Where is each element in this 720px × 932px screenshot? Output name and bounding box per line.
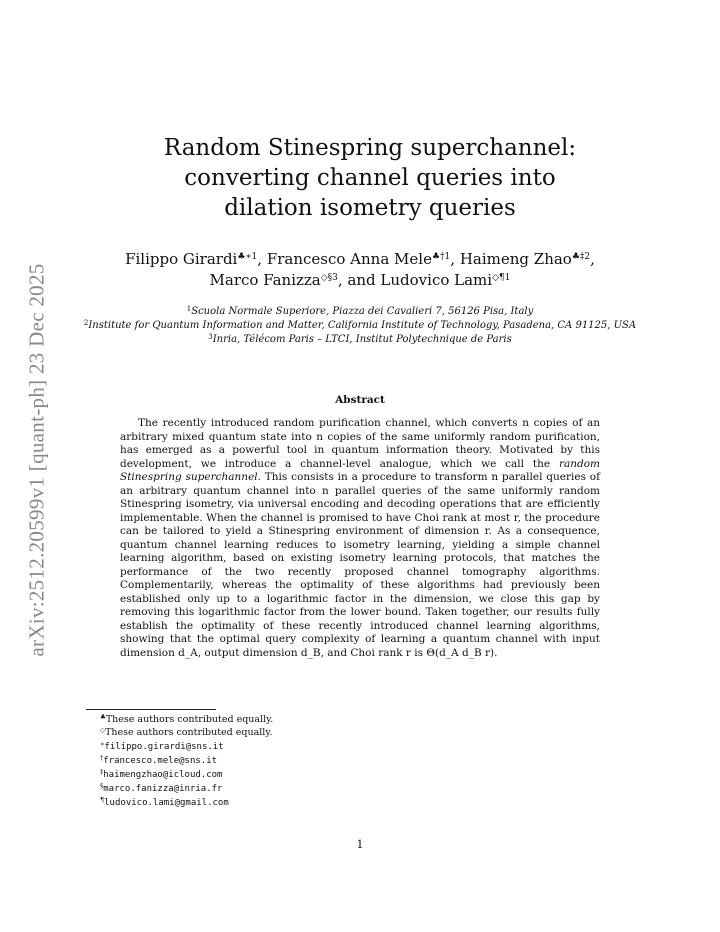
footnote: ♣These authors contributed equally. <box>100 713 274 725</box>
author-name: Haimeng Zhao <box>459 250 572 268</box>
abstract-text: The recently introduced random purification channel, which converts n copies of an arbitrary mixed quantum state into n copies of the same uniformly random purification, has emerged as a powerful tool in quantum information theory. Motivated by this development, we introduce a channel-level analogue, which we call the <box>120 417 600 470</box>
footnote-email: ¶ludovico.lami@gmail.com <box>100 796 229 808</box>
footnote-rule <box>86 709 216 710</box>
author-marker: ♣†1 <box>431 252 451 262</box>
arxiv-stamp-text: arXiv:2512.20599v1 [quant-ph] 23 Dec 2025 <box>24 263 49 657</box>
abstract-text: . This consists in a procedure to transform n parallel queries of an arbitrary quantum channel into n parallel queries of the same uniformly random Stinespring isometry, via universal encoding and decoding operations that are efficiently implementable. When the channel is promised to have Choi rank at most r, the procedure can be tailored to yield a Stinespring environment of dimension r. As a consequence, quantum channel learning reduces to isometry learning, yielding a simple channel learning algorithm, based on existing isometry learning protocols, that matches the performance of the two recently proposed channel tomography algorithms. Complementarily, whereas the optimality of these algorithms had previously been established only up to a logarithmic factor in the dimension, we close this gap by removing this logarithmic factor from the lower bound. Taken together, our results fully establish the optimality of these recently introduced channel learning algorithms, showing that the optimal query complexity of learning a quantum channel with input dimension d_A, output dimension d_B, and Choi rank r is Θ(d_A d_B r). <box>120 471 600 659</box>
affiliation: $^2$Institute for Quantum Information and Matter, California Institute of Technology, Pasadena, CA 91125, USA <box>83 319 637 331</box>
author-list: Filippo Girardi$^{♣∗1}$, Francesco Anna Mele$^{♣\dagger 1}$, Haimeng Zhao$^{♣\ddagger 2}$, Marco Fanizza$^{◇\S 3}$, and Ludovico Lami$^{◇\P 1}$ <box>125 250 595 289</box>
abstract-heading: Abstract <box>335 394 385 406</box>
affiliation-list <box>60 305 660 347</box>
footnote-email: ∗filippo.girardi@sns.it <box>100 740 224 752</box>
title-line: converting channel queries into <box>184 165 556 191</box>
footnote-email: §marco.fanizza@inria.fr <box>100 782 223 794</box>
arxiv-stamp <box>22 240 52 680</box>
affiliation: $^1$Scuola Normale Superiore, Piazza dei Cavalieri 7, 56126 Pisa, Italy <box>186 305 534 317</box>
footnote: ◇These authors contributed equally. <box>100 726 273 738</box>
author-name: Filippo Girardi <box>125 250 238 268</box>
author-marker: ♣∗1 <box>237 252 258 262</box>
author-marker: ◇§3 <box>320 273 338 283</box>
title-line: Random Stinespring superchannel: <box>163 135 577 161</box>
title-line: dilation isometry queries <box>224 195 516 221</box>
affiliation: $^3$Inria, Télécom Paris – LTCI, Institut Polytechnique de Paris <box>208 333 512 345</box>
paper-title <box>110 133 630 223</box>
author-marker: ♣‡2 <box>571 252 591 262</box>
footnote-email: †francesco.mele@sns.it <box>100 754 218 766</box>
abstract-body <box>120 417 600 660</box>
author-marker: ◇¶1 <box>492 273 511 283</box>
page-number: 1 <box>356 838 364 851</box>
author-name: Francesco Anna Mele <box>266 250 432 268</box>
author-name: Ludovico Lami <box>380 271 493 289</box>
footnote-email: ‡haimengzhao@icloud.com <box>100 768 223 780</box>
author-name: Marco Fanizza <box>209 271 321 289</box>
abstract-emphasis: random Stinespring superchannel <box>120 457 600 483</box>
